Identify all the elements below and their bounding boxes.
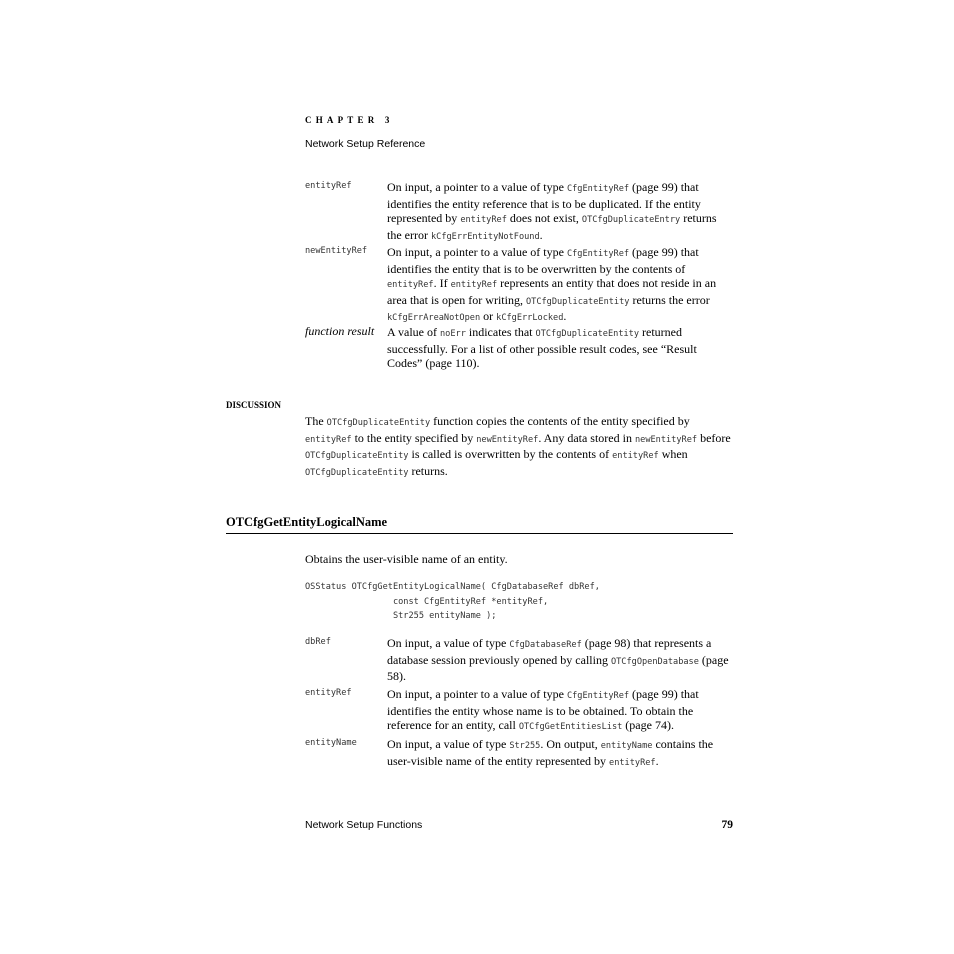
body-text: function copies the contents of the entity specified by [430,414,690,428]
param-description [387,245,733,326]
body-text: (page 99) that identifies the entity that is to be overwritten by the contents of [387,245,699,276]
body-text: . [563,309,567,324]
body-text: (page 99) that identifies the entity whose name is to be obtained. To obtain the reference for an entity, call [387,687,699,733]
param-description [387,687,733,735]
body-text: On input, a value of type [387,636,510,650]
body-text: On input, a pointer to a value of type [387,687,567,701]
inline-code: OTCfgOpenDatabase [610,656,699,667]
body-text: (page 74). [622,718,674,733]
body-text: does not exist, [506,211,582,226]
inline-code: Str255 [509,741,541,751]
inline-code: OTCfgDuplicateEntity [525,296,630,307]
inline-code: CfgEntityRef [566,249,630,259]
inline-code: entityRef [612,451,659,462]
body-text: On input, a pointer to a value of type [387,180,567,194]
param-description [387,737,733,770]
body-text: when [658,447,688,462]
body-text: represents an entity that does not reside in an area that is open for writing, [387,276,717,307]
page-number: 79 [721,819,733,831]
body-text: returns the error [387,211,717,242]
body-text: A value of [387,325,440,339]
inline-code: OTCfgDuplicateEntity [305,451,409,462]
inline-code: entityRef [460,215,507,226]
running-header: Network Setup Reference [305,138,426,150]
function-summary: Obtains the user-visible name of an entity. [305,552,508,566]
discussion-body [305,414,733,480]
inline-code: kCfgErrLocked [496,313,564,324]
inline-code: OTCfgDuplicateEntity [305,467,409,478]
body-text: The [305,414,327,428]
function-heading: OTCfgGetEntityLogicalName [226,515,388,529]
inline-code: entityName [600,741,653,751]
inline-code: OTCfgDuplicateEntity [326,418,431,428]
discussion-label: DISCUSSION [226,400,282,410]
inline-code: OTCfgGetEntitiesList [518,722,623,733]
body-text: (page 99) that identifies the entity reference that is to be duplicated. If the entity represented by [387,180,701,226]
param-name: entityRef [305,688,352,698]
body-text: . [655,753,659,768]
inline-code: OTCfgDuplicateEntry [581,215,681,226]
inline-code: kCfgErrAreaNotOpen [387,313,481,324]
inline-code: entityRef [387,280,434,291]
body-text: returned successfully. For a list of other possible result codes, see “Result Codes” (page 110). [387,325,697,371]
body-text: On input, a value of type [387,737,510,751]
param-name: dbRef [305,637,331,647]
inline-code: kCfgErrEntityNotFound [430,231,540,242]
inline-code: newEntityRef [476,434,539,445]
body-text: or [480,309,497,324]
body-text: On input, a pointer to a value of type [387,245,567,259]
body-text: is called is overwritten by the contents of [408,447,613,462]
inline-code: OTCfgDuplicateEntity [535,329,640,339]
body-text: (page 98) that represents a database session previously opened by calling [387,636,712,667]
body-text: . If [433,276,451,291]
param-name: function result [305,324,375,338]
body-text: contains the user-visible name of the entity represented by [387,737,714,768]
body-text: . On output, [540,737,601,751]
function-prototype: OSStatus OTCfgGetEntityLogicalName( CfgDatabaseRef dbRef, const CfgEntityRef *entityRef, Str255 entityName ); [305,582,600,622]
chapter-label: CHAPTER 3 [305,115,394,125]
inline-code: CfgEntityRef [566,184,630,194]
param-name: entityRef [305,181,352,191]
inline-code: CfgDatabaseRef [509,640,582,650]
body-text: to the entity specified by [351,430,477,445]
inline-code: entityRef [450,280,498,291]
inline-code: CfgEntityRef [566,691,630,701]
param-description [387,325,733,371]
inline-code: newEntityRef [634,434,698,445]
body-text: returns the error [629,292,710,307]
body-text: returns. [408,463,448,478]
param-description [387,636,733,684]
body-text: indicates that [465,325,536,339]
param-description [387,180,733,244]
param-name: newEntityRef [305,246,368,256]
body-text: before [697,430,731,445]
param-name: entityName [305,738,357,748]
body-text: . [539,227,543,242]
inline-code: entityRef [609,757,656,768]
body-text: (page 58). [387,652,729,684]
body-text: . Any data stored in [538,430,635,445]
inline-code: noErr [440,329,466,339]
heading-rule [226,533,733,534]
inline-code: entityRef [305,434,352,445]
footer-section-title: Network Setup Functions [305,819,423,831]
